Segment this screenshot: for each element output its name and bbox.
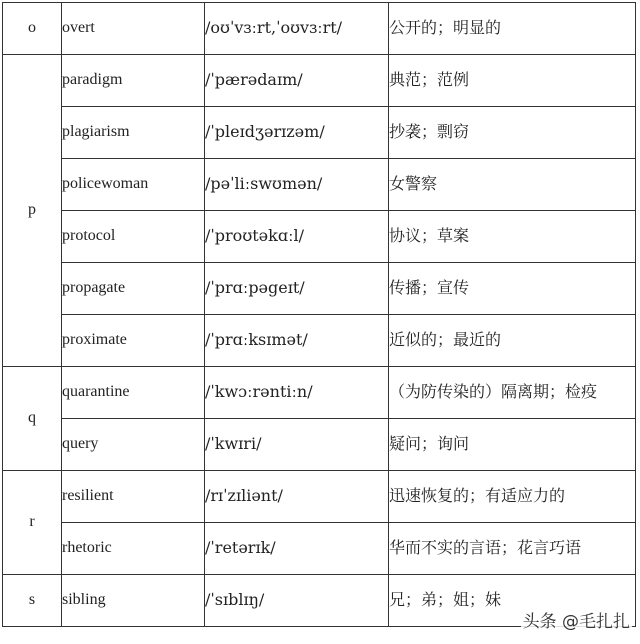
meaning-cell: 公开的；明显的: [389, 3, 636, 55]
table-row: [3, 211, 636, 263]
meaning-cell: 近似的；最近的: [389, 315, 636, 367]
ipa-cell: /ˈkwɪri/: [205, 419, 389, 471]
meaning-cell: 典范；范例: [389, 55, 636, 107]
meaning-cell: 协议；草案: [389, 211, 636, 263]
word-cell: policewoman: [62, 159, 205, 211]
letter-cell: p: [3, 55, 62, 367]
word-cell: plagiarism: [62, 107, 205, 159]
table-row: [3, 419, 636, 471]
letter-cell: s: [3, 575, 62, 627]
ipa-cell: /oʊˈvɜːrt,ˈoʊvɜːrt/: [205, 3, 389, 55]
word-cell: query: [62, 419, 205, 471]
ipa-cell: /rɪˈzɪliənt/: [205, 471, 389, 523]
vocabulary-table-body: [3, 3, 636, 627]
letter-cell: q: [3, 367, 62, 471]
ipa-cell: /ˈprɑːksɪmət/: [205, 315, 389, 367]
word-cell: propagate: [62, 263, 205, 315]
meaning-cell: （为防传染的）隔离期；检疫: [389, 367, 636, 419]
table-row: [3, 3, 636, 55]
ipa-cell: /ˈretərɪk/: [205, 523, 389, 575]
letter-cell: o: [3, 3, 62, 55]
table-row: [3, 107, 636, 159]
ipa-cell: /ˈpleɪdʒərɪzəm/: [205, 107, 389, 159]
vocabulary-table: [2, 2, 636, 627]
ipa-cell: /ˈpærədaɪm/: [205, 55, 389, 107]
ipa-cell: /pəˈliːswʊmən/: [205, 159, 389, 211]
meaning-cell: 传播；宣传: [389, 263, 636, 315]
word-cell: rhetoric: [62, 523, 205, 575]
letter-cell: r: [3, 471, 62, 575]
word-cell: sibling: [62, 575, 205, 627]
word-cell: protocol: [62, 211, 205, 263]
table-row: [3, 55, 636, 107]
ipa-cell: /ˈsɪblɪŋ/: [205, 575, 389, 627]
meaning-cell: 兄；弟；姐；妹: [389, 575, 636, 627]
table-row: [3, 523, 636, 575]
watermark: 头条 @毛扎扎: [521, 607, 632, 632]
table-row: [3, 263, 636, 315]
ipa-cell: /ˈkwɔːrəntiːn/: [205, 367, 389, 419]
meaning-cell: 迅速恢复的；有适应力的: [389, 471, 636, 523]
table-row: [3, 159, 636, 211]
meaning-cell: 疑问；询问: [389, 419, 636, 471]
table-row: [3, 471, 636, 523]
word-cell: overt: [62, 3, 205, 55]
table-row: [3, 367, 636, 419]
table-row: [3, 315, 636, 367]
ipa-cell: /ˈproʊtəkɑːl/: [205, 211, 389, 263]
meaning-cell: 女警察: [389, 159, 636, 211]
meaning-cell: 抄袭；剽窃: [389, 107, 636, 159]
word-cell: paradigm: [62, 55, 205, 107]
ipa-cell: /ˈprɑːpəgeɪt/: [205, 263, 389, 315]
meaning-cell: 华而不实的言语；花言巧语: [389, 523, 636, 575]
word-cell: proximate: [62, 315, 205, 367]
word-cell: quarantine: [62, 367, 205, 419]
word-cell: resilient: [62, 471, 205, 523]
